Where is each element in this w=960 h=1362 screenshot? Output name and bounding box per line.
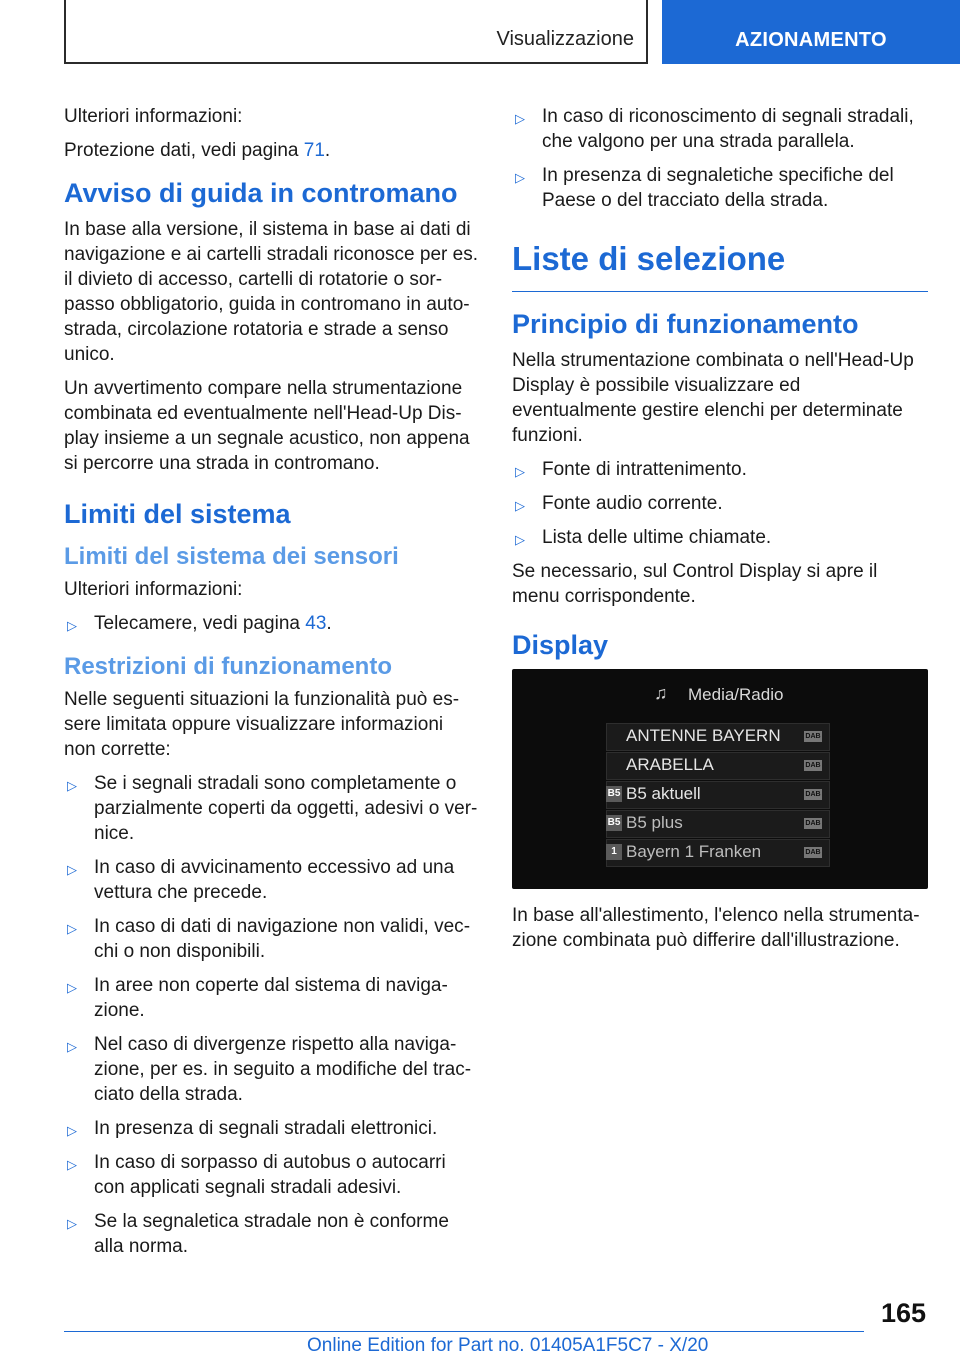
wrong-way-paragraph-2: Un avvertimento compare nella strumentazione combinata ed eventualmente nell'Head-Up Display insieme a un segnale acustico, non appena si percorre una strada in contromano. xyxy=(64,378,470,474)
edition-line: Online Edition for Part no. 01405A1F5C7 - X/20 xyxy=(307,1335,709,1356)
bullet-triangle-icon: ▷ xyxy=(67,1123,77,1138)
header-chapter-tab: AZIONAMENTO xyxy=(662,0,960,64)
bullet-triangle-icon: ▷ xyxy=(515,532,525,547)
bullet-triangle-icon: ▷ xyxy=(515,464,525,479)
list-item: ▷ In caso di riconoscimento di segnali stradali, che valgono per una strada parallela. xyxy=(515,106,914,152)
station-row: B5 aktuell xyxy=(626,784,701,803)
bullet-triangle-icon: ▷ xyxy=(515,111,525,126)
bullet-triangle-icon: ▷ xyxy=(67,1216,77,1231)
heading-restrictions: Restrizioni di funzionamento xyxy=(64,653,392,680)
media-radio-icon: ♫ xyxy=(654,683,668,703)
principle-paragraph: Nella strumentazione combinata o nell'Head-Up Display è possibile visualizzare ed eventualmente gestire elenchi per determinate funzioni. xyxy=(512,350,914,446)
dab-badge-icon: DAB xyxy=(805,849,821,856)
heading-display: Display xyxy=(512,630,609,660)
header-section-box xyxy=(64,0,648,64)
sensor-label: Ulteriori informazioni: xyxy=(64,579,243,600)
list-item: ▷ In aree non coperte dal sistema di navigazione. xyxy=(67,975,448,1021)
station-logo-icon: 1 xyxy=(606,844,622,860)
bullet-triangle-icon: ▷ xyxy=(515,170,525,185)
dab-badge-icon: DAB xyxy=(805,820,821,827)
display-title: Media/Radio xyxy=(688,685,784,704)
page-link-43[interactable]: 43 xyxy=(305,613,327,634)
bullet-triangle-icon: ▷ xyxy=(67,862,77,877)
restrictions-list xyxy=(64,771,480,1259)
list-item: ▷ Fonte audio corrente. xyxy=(512,491,928,516)
restrictions-list-continued xyxy=(512,104,928,213)
list-item: ▷ In presenza di segnali stradali elettronici. xyxy=(64,1116,480,1141)
list-item: ▷ In caso di avvicinamento eccessivo ad una vettura che precede. xyxy=(67,857,455,903)
bullet-triangle-icon: ▷ xyxy=(67,921,77,936)
bullet-triangle-icon: ▷ xyxy=(67,778,77,793)
menu-paragraph: Se necessario, sul Control Display si apre il menu corrispondente. xyxy=(512,561,878,607)
station-row: B5 plus xyxy=(626,813,683,832)
dab-badge-icon: DAB xyxy=(805,733,821,740)
heading-operating-principle: Principio di funzionamento xyxy=(512,309,859,339)
bullet-triangle-icon: ▷ xyxy=(67,980,77,995)
intro-reference: Protezione dati, vedi pagina 71. xyxy=(64,140,331,161)
bullet-triangle-icon: ▷ xyxy=(67,618,77,633)
list-item: ▷ Fonte di intrattenimento. xyxy=(512,457,928,482)
heading-system-limits: Limiti del sistema xyxy=(64,499,291,529)
right-column xyxy=(512,104,928,962)
dab-badge-icon: DAB xyxy=(805,791,821,798)
station-logo-icon: B5 xyxy=(606,815,622,831)
display-caption: In base all'allestimento, l'elenco nella strumentazione combinata può differire dall'illustrazione. xyxy=(512,905,920,951)
header-section-title: Visualizzazione xyxy=(496,28,634,50)
wrong-way-paragraph-1: In base alla versione, il sistema in base ai dati di navigazione e ai cartelli stradali riconosce per es. il divieto di accesso, cartelli di rotatorie o sorpasso obbligatorio, guida in contromano in autostrada, circolazione rotatoria e strade a senso unico. xyxy=(64,219,478,365)
station-row: Bayern 1 Franken xyxy=(626,842,762,861)
station-row: ARABELLA xyxy=(626,755,714,774)
list-item: ▷ Telecamere, vedi pagina 43. xyxy=(64,611,480,636)
page-number: 165 xyxy=(880,1298,926,1328)
station-logo-icon: B5 xyxy=(606,786,622,802)
bullet-triangle-icon: ▷ xyxy=(67,1157,77,1172)
list-item: ▷ Nel caso di divergenze rispetto alla navigazione, per es. in seguito a modifiche del tracciato della strada. xyxy=(67,1034,472,1105)
list-item: ▷ Lista delle ultime chiamate. xyxy=(512,525,928,550)
restrictions-paragraph: Nelle seguenti situazioni la funzionalità può essere limitata oppure visualizzare informazioni non corrette: xyxy=(64,689,460,760)
bullet-triangle-icon: ▷ xyxy=(515,498,525,513)
list-item: ▷ In presenza di segnaletiche specifiche del Paese o del tracciato della strada. xyxy=(515,165,894,211)
left-column xyxy=(64,104,480,1268)
dab-badge-icon: DAB xyxy=(805,762,821,769)
footer-divider xyxy=(64,1331,864,1332)
list-item: ▷ In caso di dati di navigazione non validi, vecchi o non disponibili. xyxy=(67,916,471,962)
sensor-list xyxy=(64,611,480,636)
list-item: ▷ In caso di sorpasso di autobus o autocarri con applicati segnali stradali adesivi. xyxy=(67,1152,446,1198)
heading-selection-lists: Liste di selezione xyxy=(512,239,928,292)
bullet-triangle-icon: ▷ xyxy=(67,1039,77,1054)
list-item: ▷ Se i segnali stradali sono completamente o parzialmente coperti da oggetti, adesivi o vernice. xyxy=(67,773,478,844)
display-screenshot xyxy=(512,669,928,889)
intro-label: Ulteriori informazioni: xyxy=(64,106,243,127)
heading-sensor-limits: Limiti del sistema dei sensori xyxy=(64,543,399,570)
station-row: ANTENNE BAYERN xyxy=(626,726,781,745)
list-item: ▷ Se la segnaletica stradale non è conforme alla norma. xyxy=(67,1211,449,1257)
page-link-71[interactable]: 71 xyxy=(303,140,325,161)
principle-list xyxy=(512,457,928,550)
heading-wrong-way-warning: Avviso di guida in contromano xyxy=(64,178,458,208)
